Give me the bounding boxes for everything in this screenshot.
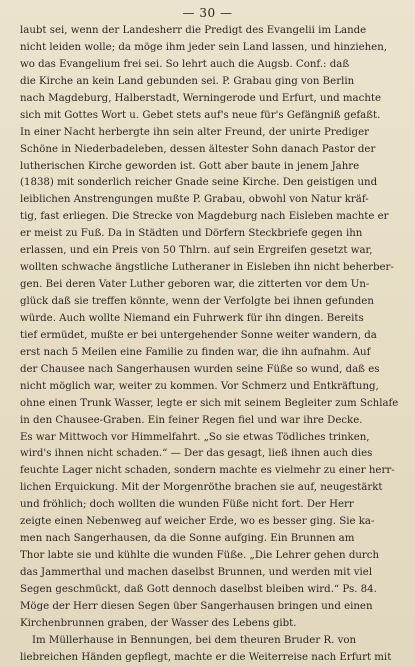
text-line: tief ermüdet, mußte er bei untergehender Sonne weiter wandern, da — [20, 329, 377, 341]
text-line: Im Müllerhause in Bennungen, bei dem theuren Bruder R. von — [32, 634, 357, 646]
text-line: würde. Auch wollte Niemand ein Fuhrwerk für ihn dingen. Bereits — [20, 312, 364, 324]
text-line: glück daß sie treffen könnte, wenn der Verfolgte bei ihnen gefunden — [20, 296, 374, 307]
text-line: ohne einen Trunk Wasser, legte er sich mit seinem Begleiter zum Schlafe — [20, 397, 399, 409]
text-line: nach Magdeburg, Halberstadt, Werningerode und Erfurt, und machte — [20, 92, 382, 104]
text-line: erst nach 5 Meilen eine Familie zu finden war, die ihn aufnahm. Auf — [20, 346, 371, 358]
text-line: wird's ihnen nicht schaden.“ — Der das gesagt, ließ ihnen auch dies — [20, 448, 373, 460]
text-line: Kirchenbrunnen graben, der Wasser des Lebens gibt. — [20, 617, 297, 629]
text-line: und fröhlich; doch wollten die wunden Füße nicht fort. Der Herr — [20, 499, 354, 511]
text-line: laubt sei, wenn der Landesherr die Predigt des Evangelii im Lande — [20, 25, 367, 36]
text-line: feuchte Lager nicht schaden, sondern machte es vielmehr zu einer herr- — [20, 465, 395, 477]
text-line: Thor labte sie und kühlte die wunden Füße. „Die Lehrer gehen durch — [20, 550, 380, 562]
text-line: men nach Sangerhausen, da die Sonne aufging. Ein Brunnen am — [20, 533, 355, 545]
text-line: leiblichen Anstrengungen mußte P. Grabau, obwohl von Natur kräf- — [20, 194, 369, 206]
text-line: erlassen, und ein Preis von 50 Thlrn. auf sein Ergreifen gesetzt war, — [20, 245, 373, 257]
text-line: wollten schwache ängstliche Lutheraner in Eisleben ihn nicht beherber- — [20, 262, 394, 274]
text-line: nicht leiden wolle; da möge ihm jeder sein Land lassen, und hinziehen, — [20, 41, 387, 53]
text-line: tig, fast erliegen. Die Strecke von Magdeburg nach Eisleben machte er — [20, 211, 389, 223]
text-line: Schöne in Niederbadeleben, dessen ältester Sohn danach Pastor der — [20, 143, 376, 155]
text-line: nicht möglich war, weiter zu kommen. Vor Schmerz und Entkräftung, — [20, 380, 379, 392]
text-line: er meist zu Fuß. Da in Städten und Dörfern Steckbriefe gegen ihn — [20, 228, 363, 240]
text-line: In einer Nacht herbergte ihn sein alter Freund, der unirte Prediger — [20, 126, 369, 138]
text-line: der Chausee nach Sangerhausen wurden seine Füße so wund, daß es — [20, 363, 380, 375]
page-number: — 30 — — [182, 6, 233, 20]
text-line: liebreichen Händen gepflegt, machte er die Weiterreise nach Erfurt mit — [20, 651, 392, 663]
text-line: lutherischen Kirche geworden ist. Gott aber baute in jenem Jahre — [20, 160, 360, 172]
body-text — [20, 23, 400, 667]
text-line: die Kirche an kein Land gebunden sei. P. Grabau ging von Berlin — [20, 75, 355, 87]
text-line: lichen Erquickung. Mit der Morgenröthe brachen sie auf, neugestärkt — [20, 482, 383, 494]
text-line: Segen geschmückt, daß Gott dennoch daselbst bleiben wird.“ Ps. 84. — [20, 583, 377, 595]
text-line: (1838) mit sonderlich reicher Gnade seine Kirche. Den geistigen und — [20, 177, 378, 189]
text-line: gen. Bei deren Vater Luther geboren war, die zitterten vor dem Un- — [20, 279, 370, 291]
text-line: in den Chausee-Graben. Ein feiner Regen fiel und war ihre Decke. — [20, 414, 363, 426]
text-line: Möge der Herr diesen Segen über Sangerhausen bringen und einen — [20, 600, 373, 612]
text-line: sich mit Gottes Wort u. Gebet stets auf's neue für's Gefängniß gefaßt. — [20, 109, 381, 121]
text-line: wo das Evangelium frei sei. So lehrt auch die Augsb. Conf.: daß — [20, 58, 350, 70]
text-line: das Jammerthal und machen daselbst Brunnen, und werden mit viel — [20, 567, 373, 578]
text-line: zeigte einen Nebenweg auf weicher Erde, wo es besser ging. Sie ka- — [20, 516, 375, 528]
text-line: Es war Mittwoch vor Himmelfahrt. „So sie etwas Tödliches trinken, — [20, 431, 370, 443]
